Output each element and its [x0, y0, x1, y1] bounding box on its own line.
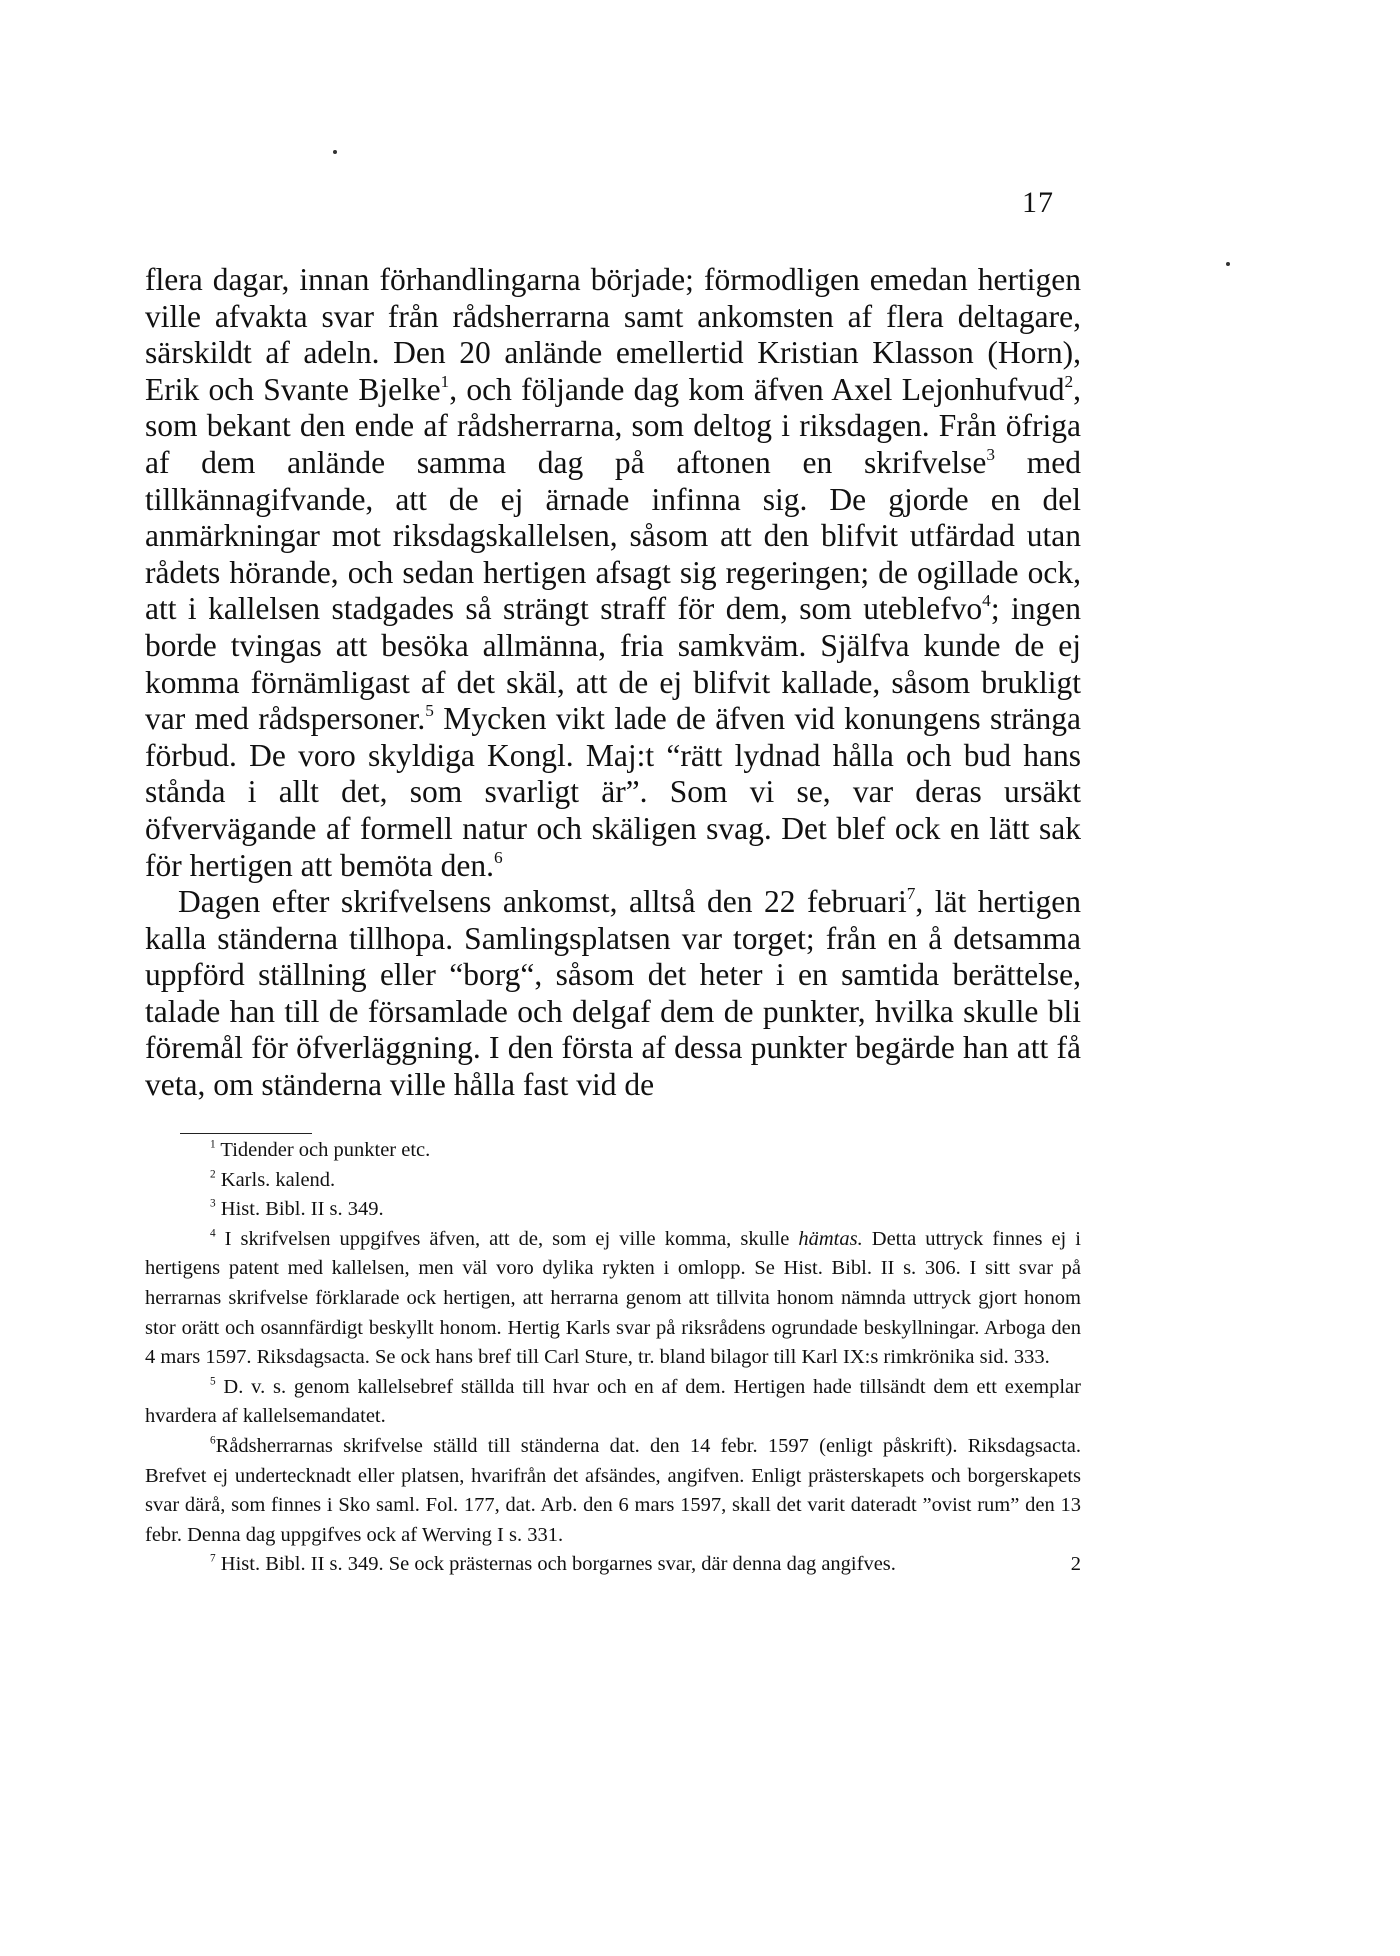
- text-run: Dagen efter skrifvelsens ankomst, alltså den 22 februari: [178, 884, 907, 920]
- text-run: flera dagar, innan förhandlingarna började; förmodligen emedan hertigen ville afvakta svar från rådsherrarna samt ankomsten af flera deltagare, särskildt af adeln. Den 20 anlände emellertid Kristian Klasson (Horn), Erik och Svante Bjelke: [145, 262, 1081, 407]
- footnote-ref-4: 4: [982, 591, 991, 611]
- footnote-mark: 3: [210, 1197, 216, 1210]
- stray-dot-top: [333, 150, 337, 154]
- footnote-7: [145, 1550, 1081, 1580]
- text-run: , och följande dag kom äfven Axel Lejonhufvud: [449, 371, 1065, 407]
- footnote-mark: 6: [210, 1434, 216, 1447]
- footnotes: [145, 1136, 1081, 1580]
- footnote-emphasis: hämtas.: [798, 1227, 863, 1250]
- footnote-mark: 1: [210, 1138, 216, 1151]
- footnote-text: Tidender och punkter etc.: [215, 1139, 431, 1161]
- footnote-6: [145, 1432, 1081, 1550]
- stray-dot-margin: [1226, 262, 1230, 266]
- footnote-text: Detta uttryck finnes ej i hertigens patent med kallelsen, men väl voro dylika rykten i omlopp. Se Hist. Bibl. II s. 306. I sitt svar på herrarnas skrifvelse förklarade ock hertigen, att herrarna genom att tillvita honom nämnda uttryck gjort honom stor orätt och osannfärdigt beskyllt honom. Hertig Karls svar på riksrådens ogrundade beskyllningar. Arboga den 4 mars 1597. Riksdagsacta. Se ock hans bref till Carl Sture, tr. bland bilagor till Karl IX:s rimkrönika sid. 333.: [145, 1227, 1081, 1369]
- footnote-mark: 2: [210, 1168, 216, 1181]
- footnote-5: [145, 1373, 1081, 1432]
- footnote-mark: 5: [210, 1375, 216, 1388]
- footnote-4: [145, 1225, 1081, 1373]
- footnote-ref-6: 6: [494, 847, 503, 867]
- signature-mark: 2: [1070, 1553, 1081, 1576]
- text-run: ; ingen borde tvingas att besöka allmänna, fria samkväm. Själfva kunde de ej komma förnämligast af det skäl, att de ej blifvit kallade, såsom brukligt var med rådspersoner.: [145, 591, 1081, 737]
- footnote-text: I skrifvelsen uppgifves äfven, att de, som ej ville komma, skulle: [215, 1227, 799, 1250]
- footnote-text: Rådsherrarnas skrifvelse ställd till ständerna dat. den 14 febr. 1597 (enligt påskrift). Riksdagsacta. Brefvet ej undertecknadt eller platsen, hvarifrån det afsändes, angifven. Enligt prästerskapets och borgerskapets svar därå, som finnes i Sko saml. Fol. 177, dat. Arb. den 6 mars 1597, skall det varit dateradt ”ovist rum” den 13 febr. Denna dag uppgifves ock af Werving I s. 331.: [145, 1434, 1081, 1546]
- footnote-text: Karls. kalend.: [215, 1168, 336, 1191]
- footnote-divider: [180, 1133, 312, 1134]
- text-run: , lät hertigen kalla ständerna tillhopa. Samlingsplatsen var torget; från en å detsamma uppförd ställning eller “borg“, såsom det heter i en samtida berättelse, talade han till de församlade och delgaf dem de punkter, hvilka skulle bli föremål för öfverläggning. I den första af dessa punkter begärde han att få veta, om ständerna ville hålla fast vid de: [145, 884, 1081, 1103]
- page-number: 17: [1022, 186, 1054, 219]
- footnote-2: [145, 1166, 1081, 1196]
- footnote-ref-7: 7: [906, 884, 916, 904]
- text-run: , som bekant den ende af rådsherrarna, som deltog i riksdagen. Från öfriga af dem anlände samma dag på aftonen en skrifvelse: [145, 371, 1081, 480]
- footnote-ref-1: 1: [440, 371, 450, 391]
- text-run: Mycken vikt lade de äfven vid konungens stränga förbud. De voro skyldiga Kongl. Maj:t “rätt lydnad hålla och bud hans stånda i allt det, som svarligt är”. Som vi se, var deras ursäkt öfvervägande af formell natur och skäligen svag. Det blef ock en lätt sak för hertigen att bemöta den.: [145, 701, 1082, 883]
- footnote-ref-5: 5: [425, 701, 434, 721]
- footnote-mark: 4: [210, 1227, 216, 1240]
- footnote-ref-2: 2: [1064, 371, 1074, 391]
- footnote-3: [145, 1195, 1081, 1225]
- main-text: [145, 262, 1081, 1104]
- footnote-ref-3: 3: [986, 444, 996, 464]
- footnote-1: [145, 1136, 1081, 1166]
- footnote-text: D. v. s. genom kallelsebref ställda till hvar och en af dem. Hertigen hade tillsändt dem ett exemplar hvardera af kallelsemandatet.: [145, 1375, 1081, 1428]
- paragraph-2: [145, 884, 1081, 1104]
- paragraph-1: [145, 262, 1081, 884]
- footnote-text: Hist. Bibl. II s. 349. Se ock prästernas och borgarnes svar, där denna dag angifves.: [215, 1553, 896, 1576]
- footnote-text: Hist. Bibl. II s. 349.: [215, 1198, 384, 1221]
- text-run: med tillkännagifvande, att de ej ärnade infinna sig. De gjorde en del anmärkningar mot riksdagskallelsen, såsom att den blifvit utfärdad utan rådets hörande, och sedan hertigen afsagt sig regeringen; de ogillade ock, att i kallelsen stadgades så strängt straff för dem, som uteblefvo: [145, 444, 1082, 627]
- footnote-mark: 7: [210, 1552, 216, 1565]
